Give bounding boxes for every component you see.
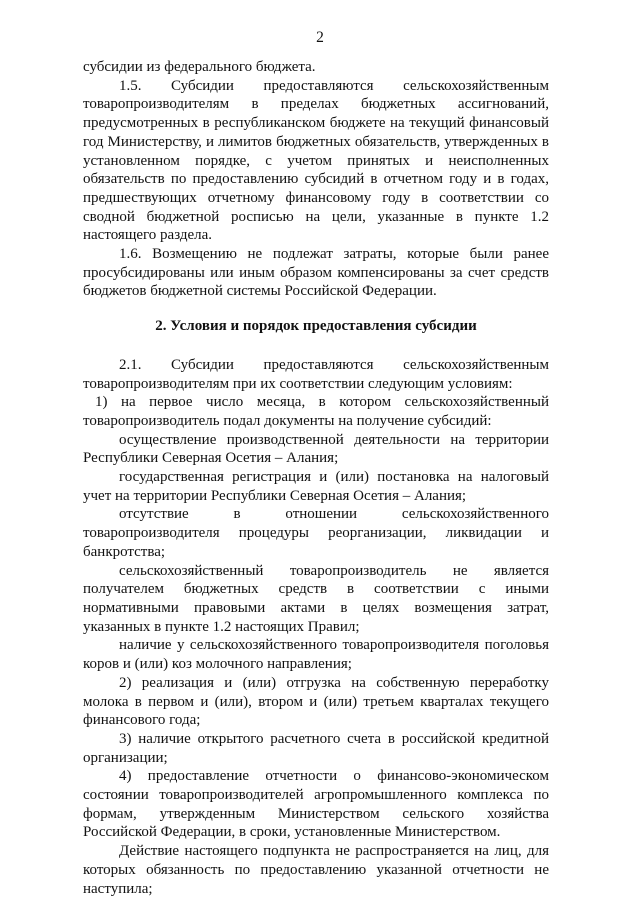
- condition-1-livestock: наличие у сельскохозяйственного товаропроизводителя поголовья коров и (или) коз молочного направления;: [83, 637, 549, 673]
- condition-1-no-bankruptcy: отсутствие в отношении сельскохозяйственного товаропроизводителя процедуры реорганизации, ликвидации и банкротства;: [83, 506, 549, 560]
- page-number: 2: [316, 29, 324, 46]
- document-body: [83, 58, 549, 898]
- condition-4-exception: Действие настоящего подпункта не распространяется на лиц, для которых обязанность по предоставлению указанной отчетности не наступила;: [83, 843, 549, 897]
- paragraph-2-1: 2.1. Субсидии предоставляются сельскохозяйственным товаропроизводителям при их соответствии следующим условиям:: [83, 356, 549, 392]
- condition-2: 2) реализация и (или) отгрузка на собственную переработку молока в первом и (или), втором и (или) третьем кварталах текущего финансового года;: [83, 674, 549, 729]
- condition-3: 3) наличие открытого расчетного счета в российской кредитной организации;: [83, 730, 549, 766]
- paragraph-1-6: 1.6. Возмещению не подлежат затраты, которые были ранее просубсидированы или иным образом компенсированы за счет средств бюджетов бюджетной системы Российской Федерации.: [83, 246, 549, 300]
- condition-1-registration: государственная регистрация и (или) постановка на налоговый учет на территории Республики Северная Осетия – Алания;: [83, 469, 549, 504]
- condition-1-territory: осуществление производственной деятельности на территории Республики Северная Осетия – Алания;: [83, 431, 549, 467]
- paragraph-continuation: субсидии из федерального бюджета.: [83, 59, 316, 75]
- section-heading: 2. Условия и порядок предоставления субсидии: [155, 318, 477, 335]
- paragraph-1-5: 1.5. Субсидии предоставляются сельскохозяйственным товаропроизводителям в пределах бюджетных ассигнований, предусмотренных в республиканском бюджете на текущий финансовый год Министерству, и лимитов бюджетных обязательств, утвержденных в установленном порядке, с учетом принятых и неисполненных обязательств по предоставлению субсидий в отчетном году и в годах, предшествующих отчетному финансовому году в соответствии со сводной бюджетной росписью на цели, указанные в пункте 1.2 настоящего раздела.: [83, 77, 549, 244]
- condition-1: 1) на первое число месяца, в котором сельскохозяйственный товаропроизводитель подал документы на получение субсидий:: [83, 394, 549, 429]
- condition-1-not-recipient: сельскохозяйственный товаропроизводитель не является получателем бюджетных средств в соответствии с иными нормативными правовыми актами в целях возмещения затрат, указанных в пункте 1.2 настоящих Правил;: [83, 562, 549, 635]
- condition-4: 4) предоставление отчетности о финансово-экономическом состоянии товаропроизводителей агропромышленного комплекса по формам, утвержденным Министерством сельского хозяйства Российской Федерации, в сроки, установленные Министерством.: [83, 768, 549, 841]
